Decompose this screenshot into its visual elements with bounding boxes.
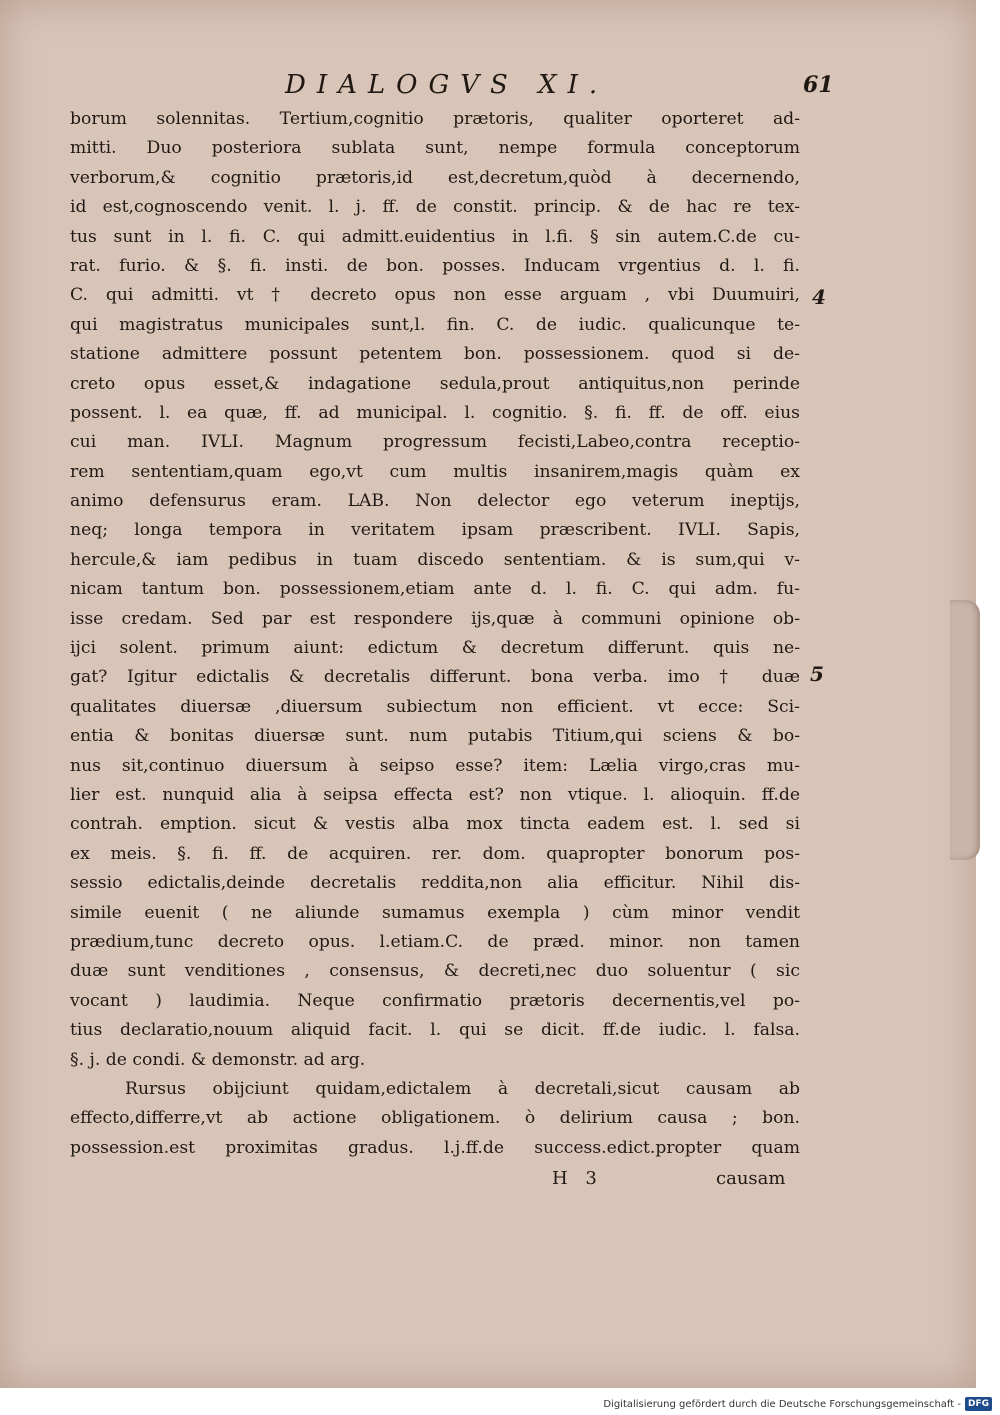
text-line: prædium,tunc decreto opus. l.etiam.C. de præd. minor. non tamen [70,931,800,952]
catchline [0,1168,976,1198]
text-line: statione admittere possunt petentem bon. possessionem. quod si de- [70,344,800,365]
dfg-logo: DFG [965,1397,992,1411]
text-line: nicam tantum bon. possessionem,etiam ante d. l. fi. C. qui adm. fu- [70,579,800,600]
margin-note: 5 [810,662,824,686]
text-line: gat? Igitur edictalis & decretalis differunt. bona verba. imo † duæ [70,667,800,688]
text-line: qui magistratus municipales sunt,l. fin. C. de iudic. qualicunque te- [70,314,800,335]
text-line: lier est. nunquid alia à seipsa effecta est? non vtique. l. alioquin. ff.de [70,784,800,805]
text-line: Rursus obijciunt quidam,edictalem à decretali,sicut causam ab [125,1078,800,1099]
page-edge [950,600,980,860]
text-line: creto opus esset,& indagatione sedula,prout antiquitus,non perinde [70,373,800,394]
text-line: tus sunt in l. fi. C. qui admitt.euidentius in l.fi. § sin autem.C.de cu- [70,226,800,247]
text-line: tius declaratio,nouum aliquid facit. l. qui se dicit. ff.de iudic. l. falsa. [70,1020,800,1041]
text-line: effecto,differre,vt ab actione obligationem. ò delirium causa ; bon. [70,1108,800,1129]
text-line: borum solennitas. Tertium,cognitio prætoris, qualiter oporteret ad- [70,109,800,129]
text-line: rat. furio. & §. fi. insti. de bon. posses. Inducam vrgentius d. l. fi. [70,255,800,276]
text-line: hercule,& iam pedibus in tuam discedo sententiam. & is sum,qui v- [70,549,800,570]
text-line: ex meis. §. fi. ff. de acquiren. rer. dom. quapropter bonorum pos- [70,843,800,864]
text-line: ijci solent. primum aiunt: edictum & decretum differunt. quis ne- [70,638,800,659]
text-line: C. qui admitti. vt † decreto opus non esse arguam , vbi Duumuiri, [70,285,800,306]
page-number: 61 [803,72,834,98]
text-line: rem sententiam,quam ego,vt cum multis insanirem,magis quàm ex [70,461,800,482]
text-line: neq; longa tempora in veritatem ipsam præscribent. IVLI. Sapis, [70,520,800,541]
text-line: qualitates diuersæ ,diuersum subiectum non efficient. vt ecce: Sci- [70,696,800,717]
text-line: possent. l. ea quæ, ff. ad municipal. l. cognitio. §. fi. ff. de off. eius [70,402,800,423]
text-line: contrah. emption. sicut & vestis alba mox tincta eadem est. l. sed si [70,814,800,835]
text-line: cui man. IVLI. Magnum progressum fecisti,Labeo,contra receptio- [70,432,800,453]
text-line: duæ sunt venditiones , consensus, & decreti,nec duo soluentur ( sic [70,961,800,982]
footer [603,1397,992,1411]
text-line: entia & bonitas diuersæ sunt. num putabis Titium,qui sciens & bo- [70,726,800,747]
running-head: DIALOGVS XI. [285,70,609,100]
text-line: nus sit,continuo diuersum à seipso esse? item: Lælia virgo,cras mu- [70,755,800,776]
text-line: simile euenit ( ne aliunde sumamus exempla ) cùm minor vendit [70,902,800,923]
text-line: mitti. Duo posteriora sublata sunt, nempe formula conceptorum [70,138,800,159]
margin-note: 4 [812,285,826,309]
text-line: id est,cognoscendo venit. l. j. ff. de constit. princip. & de hac re tex- [70,197,800,218]
funding-credit: Digitalisierung gefördert durch die Deutsche Forschungsgemeinschaft - [603,1398,961,1410]
signature-mark: H 3 [552,1168,603,1189]
text-line: possession.est proximitas gradus. l.j.ff.de success.edict.propter quam [70,1137,800,1158]
text-line: animo defensurus eram. LAB. Non delector ego veterum ineptijs, [70,491,800,512]
text-line: §. j. de condi. & demonstr. ad arg. [70,1049,366,1070]
text-line: verborum,& cognitio prætoris,id est,decretum,quòd à decernendo, [70,167,800,188]
text-line: isse credam. Sed par est respondere ijs,quæ à communi opinione ob- [70,608,800,629]
text-line: vocant ) laudimia. Neque confirmatio prætoris decernentis,vel po- [70,990,800,1011]
body-text [70,105,800,1163]
catchword: causam [716,1168,786,1189]
text-line: sessio edictalis,deinde decretalis reddita,non alia efficitur. Nihil dis- [70,873,800,894]
